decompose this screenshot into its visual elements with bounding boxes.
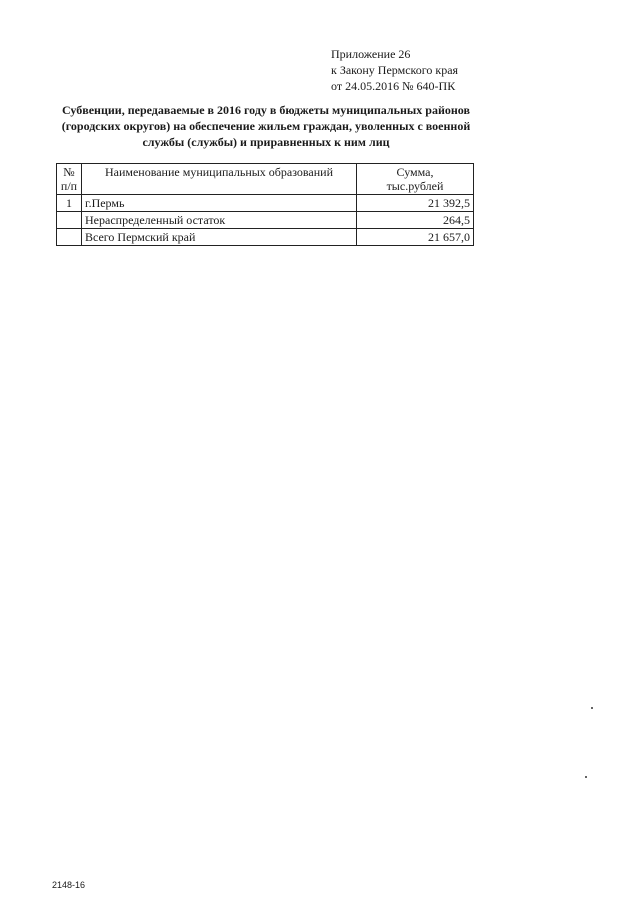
header-name <box>82 164 357 195</box>
scan-speck <box>591 707 593 709</box>
table-row <box>57 229 474 246</box>
row-name: г.Пермь <box>82 195 357 212</box>
row-number <box>57 212 82 229</box>
header-sum <box>357 164 474 195</box>
document-title: Субвенции, передаваемые в 2016 году в бюджеты муниципальных районов (городских округов) на обеспечение жильем граждан, уволенных с военной службы (службы) и приравненных к ним лиц <box>61 103 471 149</box>
subvention-table <box>56 163 474 246</box>
appendix-block <box>331 46 458 94</box>
row-sum: 21 657,0 <box>357 229 474 246</box>
table-row <box>57 212 474 229</box>
header-name-text: Наименование муниципальных образований <box>104 165 334 179</box>
row-name: Нераспределенный остаток <box>82 212 357 229</box>
row-number: 1 <box>57 195 82 212</box>
header-number-line1: № <box>63 165 75 179</box>
row-sum: 21 392,5 <box>357 195 474 212</box>
appendix-number: Приложение 26 <box>331 47 411 61</box>
header-sum-line1: Сумма, <box>396 165 434 179</box>
header-number <box>57 164 82 195</box>
row-number <box>57 229 82 246</box>
header-sum-line2: тыс.рублей <box>386 179 444 193</box>
table-header-row <box>57 164 474 195</box>
appendix-law-date: от 24.05.2016 № 640-ПК <box>331 79 456 93</box>
scan-speck <box>585 776 587 778</box>
table-row <box>57 195 474 212</box>
row-name: Всего Пермский край <box>82 229 357 246</box>
footer-document-code: 2148-16 <box>52 880 86 890</box>
header-number-line2: п/п <box>60 179 78 193</box>
appendix-law-ref: к Закону Пермского края <box>331 63 459 77</box>
row-sum: 264,5 <box>357 212 474 229</box>
